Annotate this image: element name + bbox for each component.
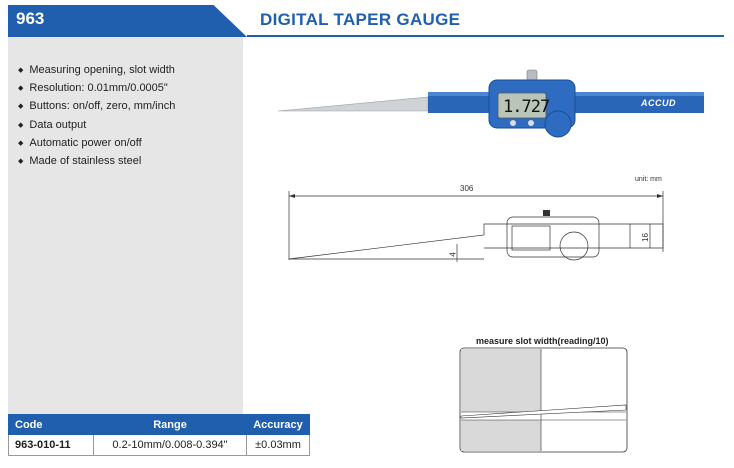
diamond-bullet-icon: ◆ [18, 67, 24, 74]
diamond-bullet-icon: ◆ [18, 103, 24, 111]
lower-block [461, 420, 541, 451]
feature-text: Buttons: on/off, zero, mm/inch [29, 100, 176, 113]
diamond-bullet-icon: ◆ [18, 139, 24, 147]
feature-text: Measuring opening, slot width [29, 64, 175, 76]
cell-range: 0.2-10mm/0.008-0.394" [94, 435, 247, 456]
tip-dimension-label: 4 [448, 252, 458, 257]
diamond-bullet-icon: ◆ [18, 157, 24, 165]
brand-logo: ACCUD [641, 98, 676, 108]
upper-block [461, 349, 541, 412]
column-header-code: Code [9, 415, 94, 435]
feature-text: Resolution: 0.01mm/0.0005" [29, 82, 168, 95]
height-dimension-label: 16 [640, 233, 650, 242]
feature-text: Made of stainless steel [29, 154, 142, 167]
unit-label: unit: mm [635, 176, 662, 183]
cell-accuracy: ±0.03mm [247, 435, 310, 456]
column-header-range: Range [94, 415, 247, 435]
model-code: 963 [16, 9, 45, 28]
spec-table [8, 414, 310, 456]
table-header-row [9, 415, 310, 435]
lcd-reading: 1.727 [503, 97, 550, 117]
feature-text: Data output [29, 118, 87, 131]
column-header-accuracy: Accuracy [247, 415, 310, 435]
table-row [9, 435, 310, 456]
diamond-bullet-icon: ◆ [18, 85, 24, 93]
cell-code: 963-010-11 [9, 435, 94, 456]
feature-text: Automatic power on/off [29, 136, 142, 149]
page-title: DIGITAL TAPER GAUGE [260, 10, 461, 29]
length-dimension-label: 306 [460, 184, 474, 193]
diamond-bullet-icon: ◆ [18, 121, 24, 129]
slot-diagram-caption: measure slot width(reading/10) [476, 336, 609, 346]
